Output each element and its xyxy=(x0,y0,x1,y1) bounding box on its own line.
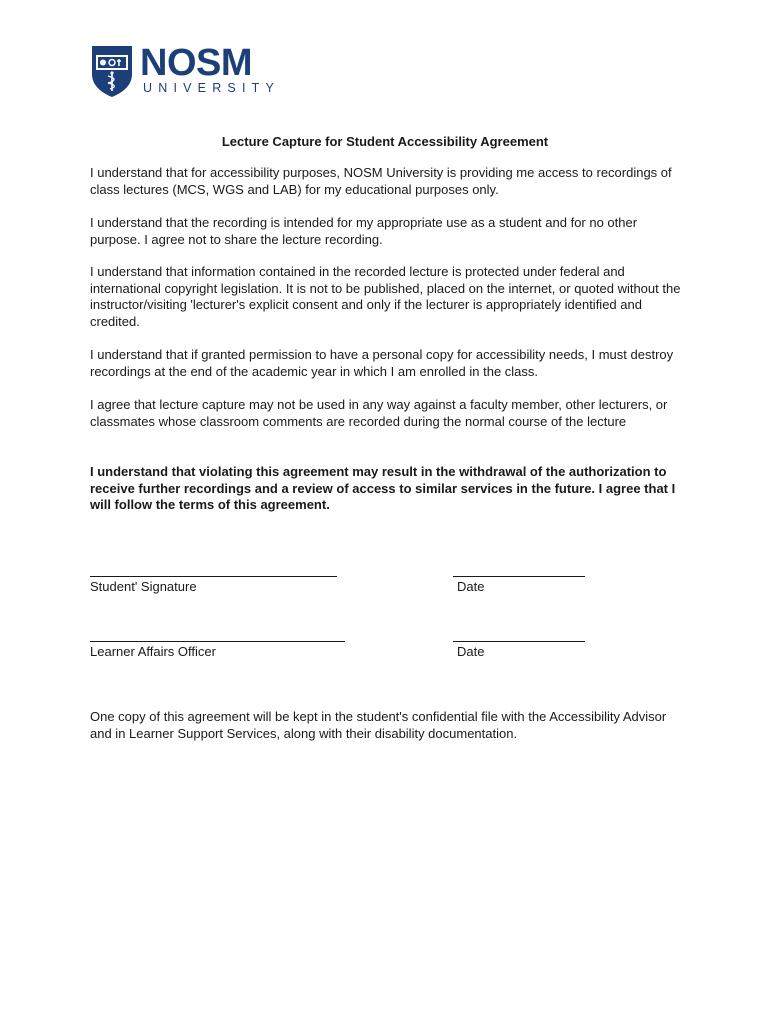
officer-signature-label: Learner Affairs Officer xyxy=(90,644,216,659)
paragraph-violation-warning: I understand that violating this agreement may result in the withdrawal of the authorization to receive further recordings and a review of access to similar services in the future. I agree that I will follow the terms of this agreement. xyxy=(90,464,676,513)
officer-date-label: Date xyxy=(457,644,485,659)
student-date-line[interactable] xyxy=(453,576,585,577)
logo-wordmark: NOSM xyxy=(140,42,252,84)
shield-crest-icon xyxy=(90,42,134,98)
footer-note: One copy of this agreement will be kept in the student's confidential file with the Accessibility Advisor and in Learner Support Services, along with their disability documentation. xyxy=(90,709,667,741)
logo-subtitle: UNIVERSITY xyxy=(143,81,281,95)
paragraph-appropriate-use: I understand that the recording is intended for my appropriate use as a student and for no other purpose. I agree not to share the lecture recording. xyxy=(90,215,638,247)
paragraph-faculty-protection: I agree that lecture capture may not be used in any way against a faculty member, other lecturers, or classmates whose classroom comments are recorded during the normal course of the lecture xyxy=(90,397,668,429)
paragraph-destroy-recordings: I understand that if granted permission to have a personal copy for accessibility needs, I must destroy recordings at the end of the academic year in which I am enrolled in the class. xyxy=(90,347,674,379)
paragraph-access-purpose: I understand that for accessibility purposes, NOSM University is providing me access to recordings of class lectures (MCS, WGS and LAB) for my educational purposes only. xyxy=(90,165,672,197)
student-signature-line[interactable] xyxy=(90,576,337,577)
paragraph-copyright: I understand that information contained in the recorded lecture is protected under federal and international copyright legislation. It is not to be published, placed on the internet, or quoted without the instructor/visiting 'lecturer's explicit consent and only if the lecturer is appropriately identified and credited. xyxy=(90,264,681,329)
officer-signature-line[interactable] xyxy=(90,641,345,642)
student-signature-label: Student' Signature xyxy=(90,579,197,594)
student-date-label: Date xyxy=(457,579,485,594)
officer-date-line[interactable] xyxy=(453,641,585,642)
document-title: Lecture Capture for Student Accessibility Agreement xyxy=(221,134,549,149)
nosm-logo xyxy=(90,42,280,100)
